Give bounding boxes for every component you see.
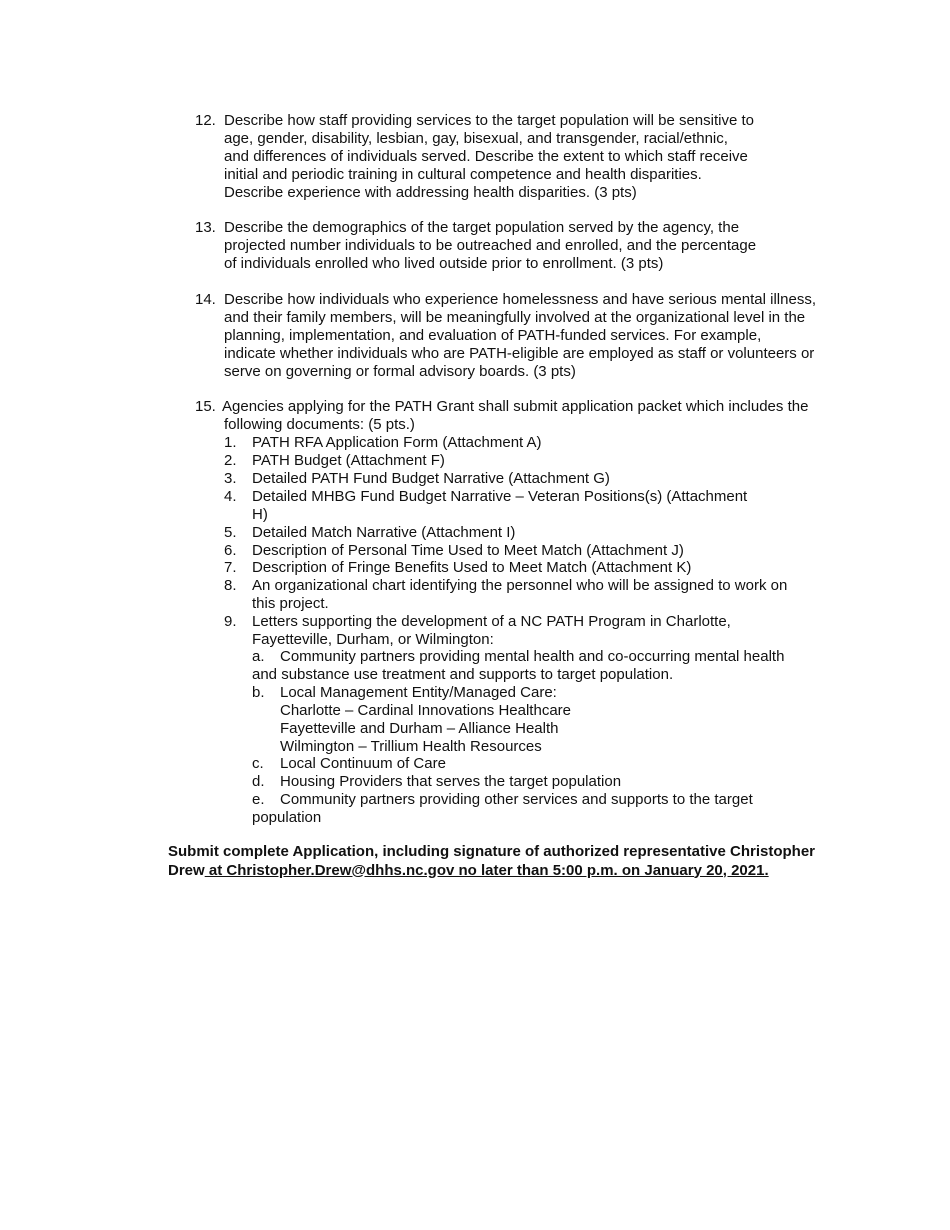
- question-text-line: serve on governing or formal advisory boards. (3 pts): [224, 362, 576, 380]
- sub-list-item: e. Community partners providing other services and supports to the target population: [252, 791, 753, 826]
- question-text-line: Describe the demographics of the target population served by the agency, the: [224, 219, 740, 236]
- question-number: 13.: [195, 219, 216, 236]
- question-text-line: following documents: (5 pts.): [224, 415, 415, 433]
- question-number: 12.: [195, 112, 216, 129]
- list-item: 7. Description of Fringe Benefits Used to Meet Match (Attachment K): [224, 559, 692, 576]
- question-text-line: Describe how staff providing services to the target population will be sensitive to: [224, 112, 755, 129]
- list-item: 6. Description of Personal Time Used to Meet Match (Attachment J): [224, 542, 684, 559]
- question-text-line: Describe experience with addressing health disparities. (3 pts): [224, 183, 637, 201]
- question-text-line: planning, implementation, and evaluation of PATH-funded services. For example,: [224, 326, 762, 344]
- question-15: [195, 398, 845, 434]
- question-text-line: initial and periodic training in cultural competence and health disparities.: [224, 165, 702, 183]
- list-item: 2. PATH Budget (Attachment F): [224, 452, 445, 469]
- submission-deadline: at Christopher.Drew@dhhs.nc.gov no later than 5:00 p.m. on January 20, 2021.: [204, 861, 769, 879]
- list-item: 3. Detailed PATH Fund Budget Narrative (Attachment G): [224, 470, 610, 487]
- list-item: 5. Detailed Match Narrative (Attachment I): [224, 524, 516, 541]
- list-item: 1. PATH RFA Application Form (Attachment A): [224, 434, 542, 451]
- question-text-line: projected number individuals to be outreached and enrolled, and the percentage: [224, 236, 757, 254]
- question-number: 15.: [195, 398, 216, 415]
- list-item: 4. Detailed MHBG Fund Budget Narrative – Veteran Positions(s) (Attachment H): [224, 488, 748, 523]
- question-14: [195, 291, 845, 381]
- question-text-line: age, gender, disability, lesbian, gay, bisexual, and transgender, racial/ethnic,: [224, 129, 728, 147]
- question-text-line: Describe how individuals who experience homelessness and have serious mental illness,: [224, 291, 816, 308]
- list-item: 8. An organizational chart identifying the personnel who will be assigned to work on this project.: [224, 577, 788, 612]
- question-text-line: and their family members, will be meaningfully involved at the organizational level in the: [224, 308, 806, 326]
- sub-list-item: a. Community partners providing mental health and co-occurring mental health and substance use treatment and supports to target population.: [252, 648, 785, 683]
- question-number: 14.: [195, 291, 216, 308]
- question-text-line: of individuals enrolled who lived outside prior to enrollment. (3 pts): [224, 254, 664, 272]
- list-item: 9. Letters supporting the development of a NC PATH Program in Charlotte, Fayetteville, Durham, or Wilmington:: [224, 613, 731, 648]
- question-12: [195, 112, 845, 202]
- question-text-line: indicate whether individuals who are PATH-eligible are employed as staff or volunteers or: [224, 344, 815, 362]
- submission-line: Submit complete Application, including signature of authorized representative Christopher: [168, 843, 816, 860]
- sub-list-item: b. Local Management Entity/Managed Care: Charlotte – Cardinal Innovations Healthcare Fayetteville and Durham – Alliance Health Wilmington – Trillium Health Resources: [252, 684, 571, 755]
- sub-list-item: d. Housing Providers that serves the target population: [252, 773, 622, 790]
- question-text-line: Agencies applying for the PATH Grant shall submit application packet which includes the: [222, 398, 809, 415]
- submission-instructions: [168, 843, 858, 880]
- sub-list-item: c. Local Continuum of Care: [252, 755, 446, 772]
- submission-line: Drew at Christopher.Drew@dhhs.nc.gov no later than 5:00 p.m. on January 20, 2021.: [168, 861, 769, 879]
- question-text-line: and differences of individuals served. Describe the extent to which staff receive: [224, 147, 748, 165]
- question-13: [195, 219, 845, 273]
